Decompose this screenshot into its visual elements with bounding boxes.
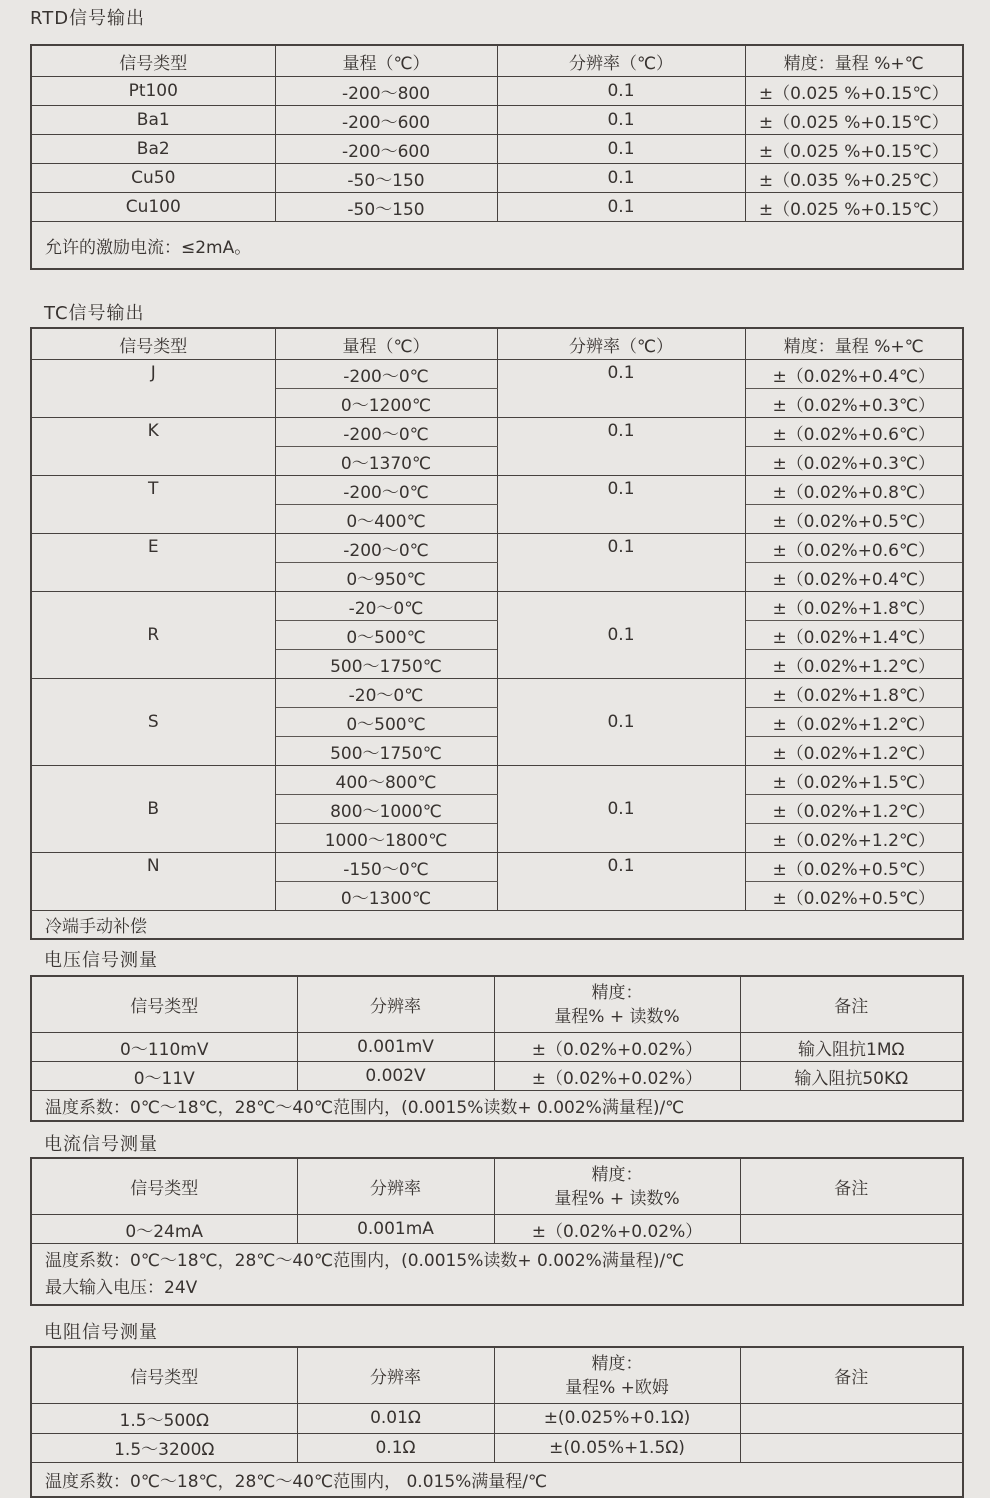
- tc-header-signal-type: 信号类型: [31, 328, 275, 360]
- voltage-section-title: 电压信号测量: [44, 950, 158, 971]
- voltage-table-body: [31, 1033, 963, 1091]
- signal-type-cell: T: [31, 476, 275, 534]
- resistance-header-signal-type: 信号类型: [31, 1347, 297, 1404]
- note-cell: [740, 1215, 963, 1244]
- accuracy-cell: ±（0.02%+0.3℃）: [745, 447, 963, 476]
- range-cell: -200～600: [275, 106, 497, 135]
- table-row: [31, 77, 963, 106]
- range-cell: 0～1370℃: [275, 447, 497, 476]
- resolution-cell: 0.001mV: [297, 1033, 494, 1062]
- spec-document: [0, 8, 990, 1492]
- range-cell: 400～800℃: [275, 766, 497, 795]
- resistance-footer-row: [31, 1463, 963, 1498]
- type-cell: Pt100: [31, 77, 275, 106]
- voltage-footer-note: 温度系数：0℃～18℃，28℃～40℃范围内，(0.0015%读数+ 0.002%满量程)/℃: [31, 1091, 963, 1122]
- voltage-header-row: [31, 976, 963, 1033]
- tc-table: [30, 327, 964, 940]
- accuracy-cell: ±（0.02%+0.6℃）: [745, 534, 963, 563]
- accuracy-cell: ±（0.02%+0.5℃）: [745, 882, 963, 911]
- resolution-cell: 0.1: [497, 476, 745, 534]
- voltage-header-note: 备注: [740, 976, 963, 1033]
- accuracy-cell: ±（0.02%+0.02%）: [494, 1062, 740, 1091]
- accuracy-cell: ±（0.02%+0.02%）: [494, 1215, 740, 1244]
- accuracy-cell: ±（0.025 %+0.15℃）: [745, 193, 963, 222]
- range-cell: -200～0℃: [275, 534, 497, 563]
- resistance-header-note: 备注: [740, 1347, 963, 1404]
- note-cell: [740, 1433, 963, 1463]
- accuracy-cell: ±（0.02%+1.8℃）: [745, 592, 963, 621]
- range-cell: -200～600: [275, 135, 497, 164]
- current-footer-row: [31, 1244, 963, 1306]
- type-cell: Cu100: [31, 193, 275, 222]
- accuracy-cell: ±（0.02%+1.2℃）: [745, 737, 963, 766]
- voltage-header-accuracy-line2: 量程% + 读数%: [554, 1006, 680, 1027]
- table-row: [31, 135, 963, 164]
- resistance-footer-note: 温度系数：0℃～18℃，28℃～40℃范围内， 0.015%满量程/℃: [31, 1463, 963, 1498]
- range-cell: -50～150: [275, 164, 497, 193]
- accuracy-cell: ±（0.02%+0.4℃）: [745, 360, 963, 389]
- type-cell: Cu50: [31, 164, 275, 193]
- range-cell: 800～1000℃: [275, 795, 497, 824]
- type-cell: 1.5～3200Ω: [31, 1433, 297, 1463]
- resolution-cell: 0.001mA: [297, 1215, 494, 1244]
- voltage-header-signal-type: 信号类型: [31, 976, 297, 1033]
- accuracy-cell: ±（0.02%+0.3℃）: [745, 389, 963, 418]
- rtd-footer-row: [31, 222, 963, 270]
- resolution-cell: 0.1: [497, 534, 745, 592]
- accuracy-cell: ±（0.02%+1.2℃）: [745, 708, 963, 737]
- resolution-cell: 0.1: [497, 853, 745, 911]
- current-header-accuracy: [494, 1158, 740, 1215]
- rtd-header-range: 量程（℃）: [275, 45, 497, 77]
- signal-type-cell: N: [31, 853, 275, 911]
- range-cell: 0～500℃: [275, 621, 497, 650]
- table-row: [31, 164, 963, 193]
- current-footer-line1: 温度系数：0℃～18℃，28℃～40℃范围内，(0.0015%读数+ 0.002%满量程)/℃: [45, 1251, 685, 1271]
- type-cell: 0～11V: [31, 1062, 297, 1091]
- accuracy-cell: ±（0.02%+1.8℃）: [745, 679, 963, 708]
- range-cell: -20～0℃: [275, 679, 497, 708]
- rtd-table: [30, 44, 964, 270]
- resistance-header-row: [31, 1347, 963, 1404]
- type-cell: Ba2: [31, 135, 275, 164]
- range-cell: -150～0℃: [275, 853, 497, 882]
- accuracy-cell: ±（0.025 %+0.15℃）: [745, 135, 963, 164]
- tc-header-accuracy: 精度：量程 %+℃: [745, 328, 963, 360]
- resolution-cell: 0.1: [497, 360, 745, 418]
- signal-type-cell: E: [31, 534, 275, 592]
- tc-header-resolution: 分辨率（℃）: [497, 328, 745, 360]
- rtd-footer-note: 允许的激励电流：≤2mA。: [31, 222, 963, 270]
- rtd-header-row: [31, 45, 963, 77]
- rtd-header-signal-type: 信号类型: [31, 45, 275, 77]
- current-header-note: 备注: [740, 1158, 963, 1215]
- current-header-resolution: 分辨率: [297, 1158, 494, 1215]
- tc-table-body: [31, 360, 963, 911]
- range-cell: 0～400℃: [275, 505, 497, 534]
- note-cell: [740, 1404, 963, 1434]
- range-cell: 500～1750℃: [275, 650, 497, 679]
- resolution-cell: 0.002V: [297, 1062, 494, 1091]
- type-cell: 0～24mA: [31, 1215, 297, 1244]
- current-table-body: [31, 1215, 963, 1244]
- resolution-cell: 0.1: [497, 679, 745, 766]
- rtd-header-accuracy: 精度：量程 %+℃: [745, 45, 963, 77]
- accuracy-cell: ±(0.025%+0.1Ω): [494, 1404, 740, 1434]
- table-row: [31, 106, 963, 135]
- voltage-table: [30, 975, 964, 1122]
- accuracy-cell: ±（0.02%+1.2℃）: [745, 824, 963, 853]
- table-row: [31, 1404, 963, 1434]
- tc-sub-row: [31, 360, 963, 389]
- voltage-header-accuracy-line1: 精度：: [591, 982, 643, 1003]
- resolution-cell: 0.1: [497, 592, 745, 679]
- range-cell: -200～0℃: [275, 418, 497, 447]
- range-cell: -200～800: [275, 77, 497, 106]
- resistance-table: [30, 1346, 964, 1498]
- accuracy-cell: ±（0.02%+1.2℃）: [745, 650, 963, 679]
- accuracy-cell: ±（0.035 %+0.25℃）: [745, 164, 963, 193]
- tc-sub-row: [31, 853, 963, 882]
- range-cell: -200～0℃: [275, 476, 497, 505]
- accuracy-cell: ±（0.025 %+0.15℃）: [745, 106, 963, 135]
- current-footer-line2: 最大输入电压：24V: [45, 1278, 198, 1298]
- accuracy-cell: ±(0.05%+1.5Ω): [494, 1433, 740, 1463]
- resistance-table-body: [31, 1404, 963, 1463]
- voltage-header-accuracy: [494, 976, 740, 1033]
- accuracy-cell: ±（0.02%+0.8℃）: [745, 476, 963, 505]
- table-row: [31, 1033, 963, 1062]
- tc-sub-row: [31, 766, 963, 795]
- resistance-section-title: 电阻信号测量: [44, 1322, 158, 1343]
- accuracy-cell: ±（0.02%+1.5℃）: [745, 766, 963, 795]
- resolution-cell: 0.1: [497, 766, 745, 853]
- range-cell: 500～1750℃: [275, 737, 497, 766]
- tc-sub-row: [31, 418, 963, 447]
- current-section-title: 电流信号测量: [44, 1134, 158, 1155]
- rtd-header-resolution: 分辨率（℃）: [497, 45, 745, 77]
- resistance-header-accuracy: [494, 1347, 740, 1404]
- tc-sub-row: [31, 679, 963, 708]
- resistance-header-accuracy-line2: 量程% +欧姆: [565, 1377, 669, 1398]
- resolution-cell: 0.1Ω: [297, 1433, 494, 1463]
- rtd-table-body: [31, 77, 963, 222]
- resolution-cell: 0.1: [497, 164, 745, 193]
- type-cell: 0～110mV: [31, 1033, 297, 1062]
- resolution-cell: 0.1: [497, 135, 745, 164]
- signal-type-cell: S: [31, 679, 275, 766]
- current-header-accuracy-line2: 量程% + 读数%: [554, 1188, 680, 1209]
- resolution-cell: 0.1: [497, 193, 745, 222]
- tc-footer-note: 冷端手动补偿: [31, 911, 963, 940]
- accuracy-cell: ±（0.02%+0.5℃）: [745, 853, 963, 882]
- current-header-signal-type: 信号类型: [31, 1158, 297, 1215]
- table-row: [31, 193, 963, 222]
- note-cell: 输入阻抗50KΩ: [740, 1062, 963, 1091]
- accuracy-cell: ±（0.02%+0.6℃）: [745, 418, 963, 447]
- note-cell: 输入阻抗1MΩ: [740, 1033, 963, 1062]
- current-footer-note: [31, 1244, 963, 1306]
- accuracy-cell: ±（0.02%+0.4℃）: [745, 563, 963, 592]
- signal-type-cell: B: [31, 766, 275, 853]
- type-cell: Ba1: [31, 106, 275, 135]
- range-cell: -20～0℃: [275, 592, 497, 621]
- accuracy-cell: ±（0.025 %+0.15℃）: [745, 77, 963, 106]
- range-cell: 0～1200℃: [275, 389, 497, 418]
- resistance-header-accuracy-line1: 精度：: [591, 1353, 643, 1374]
- resolution-cell: 0.1: [497, 77, 745, 106]
- resolution-cell: 0.1: [497, 418, 745, 476]
- tc-footer-row: [31, 911, 963, 940]
- tc-header-row: [31, 328, 963, 360]
- tc-sub-row: [31, 592, 963, 621]
- range-cell: 0～1300℃: [275, 882, 497, 911]
- rtd-section-title: RTD信号输出: [30, 8, 146, 29]
- table-row: [31, 1433, 963, 1463]
- tc-sub-row: [31, 476, 963, 505]
- table-row: [31, 1062, 963, 1091]
- signal-type-cell: K: [31, 418, 275, 476]
- resolution-cell: 0.1: [497, 106, 745, 135]
- table-row: [31, 1215, 963, 1244]
- tc-section-title: TC信号输出: [44, 303, 145, 324]
- range-cell: 0～950℃: [275, 563, 497, 592]
- accuracy-cell: ±（0.02%+0.5℃）: [745, 505, 963, 534]
- signal-type-cell: J: [31, 360, 275, 418]
- accuracy-cell: ±（0.02%+1.2℃）: [745, 795, 963, 824]
- resolution-cell: 0.01Ω: [297, 1404, 494, 1434]
- range-cell: -50～150: [275, 193, 497, 222]
- accuracy-cell: ±（0.02%+0.02%）: [494, 1033, 740, 1062]
- resistance-header-resolution: 分辨率: [297, 1347, 494, 1404]
- current-table: [30, 1157, 964, 1306]
- tc-sub-row: [31, 534, 963, 563]
- tc-header-range: 量程（℃）: [275, 328, 497, 360]
- accuracy-cell: ±（0.02%+1.4℃）: [745, 621, 963, 650]
- voltage-header-resolution: 分辨率: [297, 976, 494, 1033]
- signal-type-cell: R: [31, 592, 275, 679]
- range-cell: 0～500℃: [275, 708, 497, 737]
- current-header-accuracy-line1: 精度：: [591, 1164, 643, 1185]
- voltage-footer-row: [31, 1091, 963, 1122]
- type-cell: 1.5～500Ω: [31, 1404, 297, 1434]
- current-header-row: [31, 1158, 963, 1215]
- range-cell: -200～0℃: [275, 360, 497, 389]
- range-cell: 1000～1800℃: [275, 824, 497, 853]
